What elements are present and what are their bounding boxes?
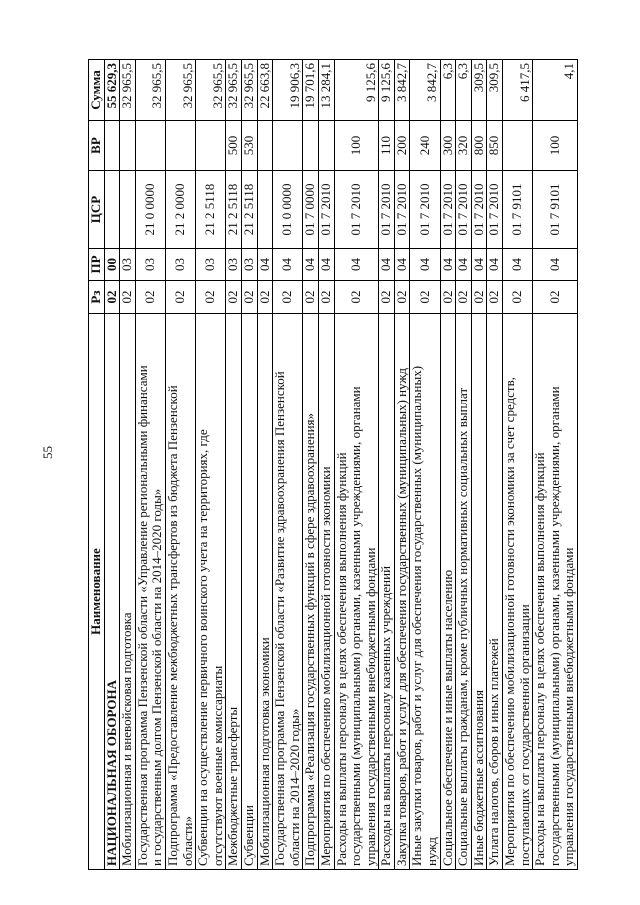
cell-pr: 03 [165,249,195,281]
table-row [487,60,503,870]
cell-name: Межбюджетные трансферты [226,314,242,870]
table-row [135,60,165,870]
cell-rz: 02 [410,281,440,314]
cell-sum: 3 842,7 [410,60,440,121]
cell-vr [503,121,533,171]
table-row [165,60,195,870]
header-sum: Сумма [89,60,105,121]
cell-name: НАЦИОНАЛЬНАЯ ОБОРОНА [104,314,120,870]
cell-rz: 02 [456,281,472,314]
table-row [120,60,136,870]
cell-name: Социальные выплаты гражданам, кроме публичных нормативных социальных выплат [456,314,472,870]
cell-csr: 01 7 2010 [471,171,487,249]
table-row [456,60,472,870]
table-row [241,60,257,870]
cell-pr: 04 [440,249,456,281]
cell-rz: 02 [120,281,136,314]
cell-name: Государственная программа Пензенской области «Развитие здравоохранения Пензенской области на 2014–2020 годы» [273,314,303,870]
cell-sum: 9 125,6 [379,60,395,121]
cell-vr: 200 [394,121,410,171]
table-body [104,60,577,870]
cell-name: Мероприятия по обеспечению мобилизационной готовности экономики [318,314,334,870]
table-row [503,60,533,870]
header-csr: ЦСР [89,171,105,249]
cell-rz: 02 [226,281,242,314]
cell-sum: 32 965,5 [241,60,257,121]
cell-vr [318,121,334,171]
cell-name: Подпрограмма «Реализация государственных функций в сфере здравоохранения» [303,314,319,870]
cell-vr [135,121,165,171]
cell-pr: 04 [503,249,533,281]
cell-sum: 32 965,5 [120,60,136,121]
cell-sum: 4,1 [533,60,578,121]
cell-rz: 02 [257,281,273,314]
cell-name: Субвенции на осуществление первичного воинского учета на территориях, где отсутствуют военные комиссариаты [196,314,226,870]
cell-pr: 04 [379,249,395,281]
cell-csr [120,171,136,249]
cell-name: Уплата налогов, сборов и иных платежей [487,314,503,870]
cell-csr: 01 0 0000 [273,171,303,249]
cell-name: Социальное обеспечение и иные выплаты населению [440,314,456,870]
cell-pr: 03 [241,249,257,281]
cell-sum: 19 906,3 [273,60,303,121]
cell-vr: 100 [334,121,379,171]
cell-name: Закупка товаров, работ и услуг для обеспечения государственных (муниципальных) нужд [394,314,410,870]
cell-rz: 02 [379,281,395,314]
cell-csr: 21 2 5118 [196,171,226,249]
cell-pr: 04 [456,249,472,281]
cell-vr: 300 [440,121,456,171]
cell-csr [257,171,273,249]
cell-sum: 13 284,1 [318,60,334,121]
cell-vr [196,121,226,171]
cell-csr: 01 7 9101 [503,171,533,249]
cell-name: Мобилизационная подготовка экономики [257,314,273,870]
table-row [471,60,487,870]
cell-csr: 21 2 5118 [241,171,257,249]
cell-name: Мероприятия по обеспечению мобилизационной готовности экономики за счет средств, поступающих от государственной организации [503,314,533,870]
cell-sum: 32 965,5 [196,60,226,121]
cell-sum: 32 965,5 [135,60,165,121]
page-number: 55 [40,446,55,459]
cell-csr: 01 7 2010 [487,171,503,249]
cell-csr: 21 2 5118 [226,171,242,249]
cell-csr: 01 7 2010 [334,171,379,249]
header-name: Наименование [89,314,105,870]
header-pr: ПР [89,249,105,281]
cell-sum: 309,5 [471,60,487,121]
cell-rz: 02 [503,281,533,314]
cell-vr [104,121,120,171]
cell-vr: 240 [410,121,440,171]
cell-name: Расходы на выплаты персоналу в целях обеспечения выполнения функций государственными (муниципальными) органами, казенными учреждениями, органами управления государственными внебюджетными фондами [334,314,379,870]
cell-rz: 02 [303,281,319,314]
cell-sum: 22 663,8 [257,60,273,121]
cell-rz: 02 [135,281,165,314]
cell-sum: 19 701,6 [303,60,319,121]
cell-rz: 02 [334,281,379,314]
cell-pr: 03 [226,249,242,281]
table-row [533,60,578,870]
cell-name: Подпрограмма «Предоставление межбюджетных трансфертов из бюджета Пензенской области» [165,314,195,870]
cell-csr [104,171,120,249]
cell-csr: 01 7 0000 [303,171,319,249]
budget-table [88,59,578,870]
cell-sum: 309,5 [487,60,503,121]
cell-pr: 03 [135,249,165,281]
cell-vr: 320 [456,121,472,171]
cell-csr: 01 7 2010 [379,171,395,249]
table-row [104,60,120,870]
cell-name: Иные бюджетные ассигнования [471,314,487,870]
cell-pr: 04 [394,249,410,281]
cell-csr: 21 2 0000 [165,171,195,249]
cell-csr: 01 7 2010 [394,171,410,249]
cell-rz: 02 [241,281,257,314]
cell-pr: 04 [334,249,379,281]
table-row [318,60,334,870]
cell-vr: 850 [487,121,503,171]
cell-name: Государственная программа Пензенской области «Управление региональными финансами и государственным долгом Пензенской области на 2014–2020 годы» [135,314,165,870]
cell-csr: 01 7 2010 [410,171,440,249]
cell-rz: 02 [533,281,578,314]
table-row [379,60,395,870]
cell-sum: 32 965,5 [165,60,195,121]
header-vr: ВР [89,121,105,171]
cell-rz: 02 [104,281,120,314]
cell-pr: 04 [533,249,578,281]
cell-pr: 04 [257,249,273,281]
table-row [334,60,379,870]
cell-pr: 04 [471,249,487,281]
cell-pr: 03 [120,249,136,281]
table-row [410,60,440,870]
cell-csr: 01 7 2010 [318,171,334,249]
cell-rz: 02 [273,281,303,314]
cell-pr: 04 [303,249,319,281]
table-row [196,60,226,870]
cell-rz: 02 [318,281,334,314]
cell-rz: 02 [394,281,410,314]
table-row [303,60,319,870]
cell-name: Субвенции [241,314,257,870]
cell-rz: 02 [440,281,456,314]
cell-sum: 3 842,7 [394,60,410,121]
cell-pr: 00 [104,249,120,281]
cell-sum: 9 125,6 [334,60,379,121]
cell-pr: 04 [487,249,503,281]
table-row [273,60,303,870]
cell-csr: 01 7 9101 [533,171,578,249]
cell-sum: 55 629,3 [104,60,120,121]
cell-name: Расходы на выплаты персоналу казенных учреждений [379,314,395,870]
table-row [394,60,410,870]
header-row [89,60,105,870]
cell-rz: 02 [165,281,195,314]
cell-vr [257,121,273,171]
cell-vr [273,121,303,171]
cell-csr: 01 7 2010 [456,171,472,249]
cell-sum: 32 965,5 [226,60,242,121]
cell-vr: 530 [241,121,257,171]
cell-vr [303,121,319,171]
cell-name: Расходы на выплаты персоналу в целях обеспечения выполнения функций государственными (муниципальными) органами, казенными учреждениями, органами управления государственными внебюджетными фондами [533,314,578,870]
table-row [226,60,242,870]
cell-sum: 6,3 [440,60,456,121]
cell-pr: 04 [318,249,334,281]
cell-sum: 6,3 [456,60,472,121]
cell-name: Мобилизационная и вневойсковая подготовка [120,314,136,870]
cell-name: Иные закупки товаров, работ и услуг для обеспечения государственных (муниципальных) нужд [410,314,440,870]
cell-rz: 02 [196,281,226,314]
table-row [257,60,273,870]
cell-vr: 100 [533,121,578,171]
table-header [89,60,105,870]
cell-sum: 6 417,5 [503,60,533,121]
cell-pr: 04 [410,249,440,281]
cell-vr: 800 [471,121,487,171]
table-row [440,60,456,870]
cell-pr: 03 [196,249,226,281]
cell-pr: 04 [273,249,303,281]
cell-vr [165,121,195,171]
cell-rz: 02 [487,281,503,314]
cell-rz: 02 [471,281,487,314]
cell-vr: 110 [379,121,395,171]
cell-csr: 01 7 2010 [440,171,456,249]
cell-vr: 500 [226,121,242,171]
header-rz: Рз [89,281,105,314]
cell-csr: 21 0 0000 [135,171,165,249]
cell-vr [120,121,136,171]
